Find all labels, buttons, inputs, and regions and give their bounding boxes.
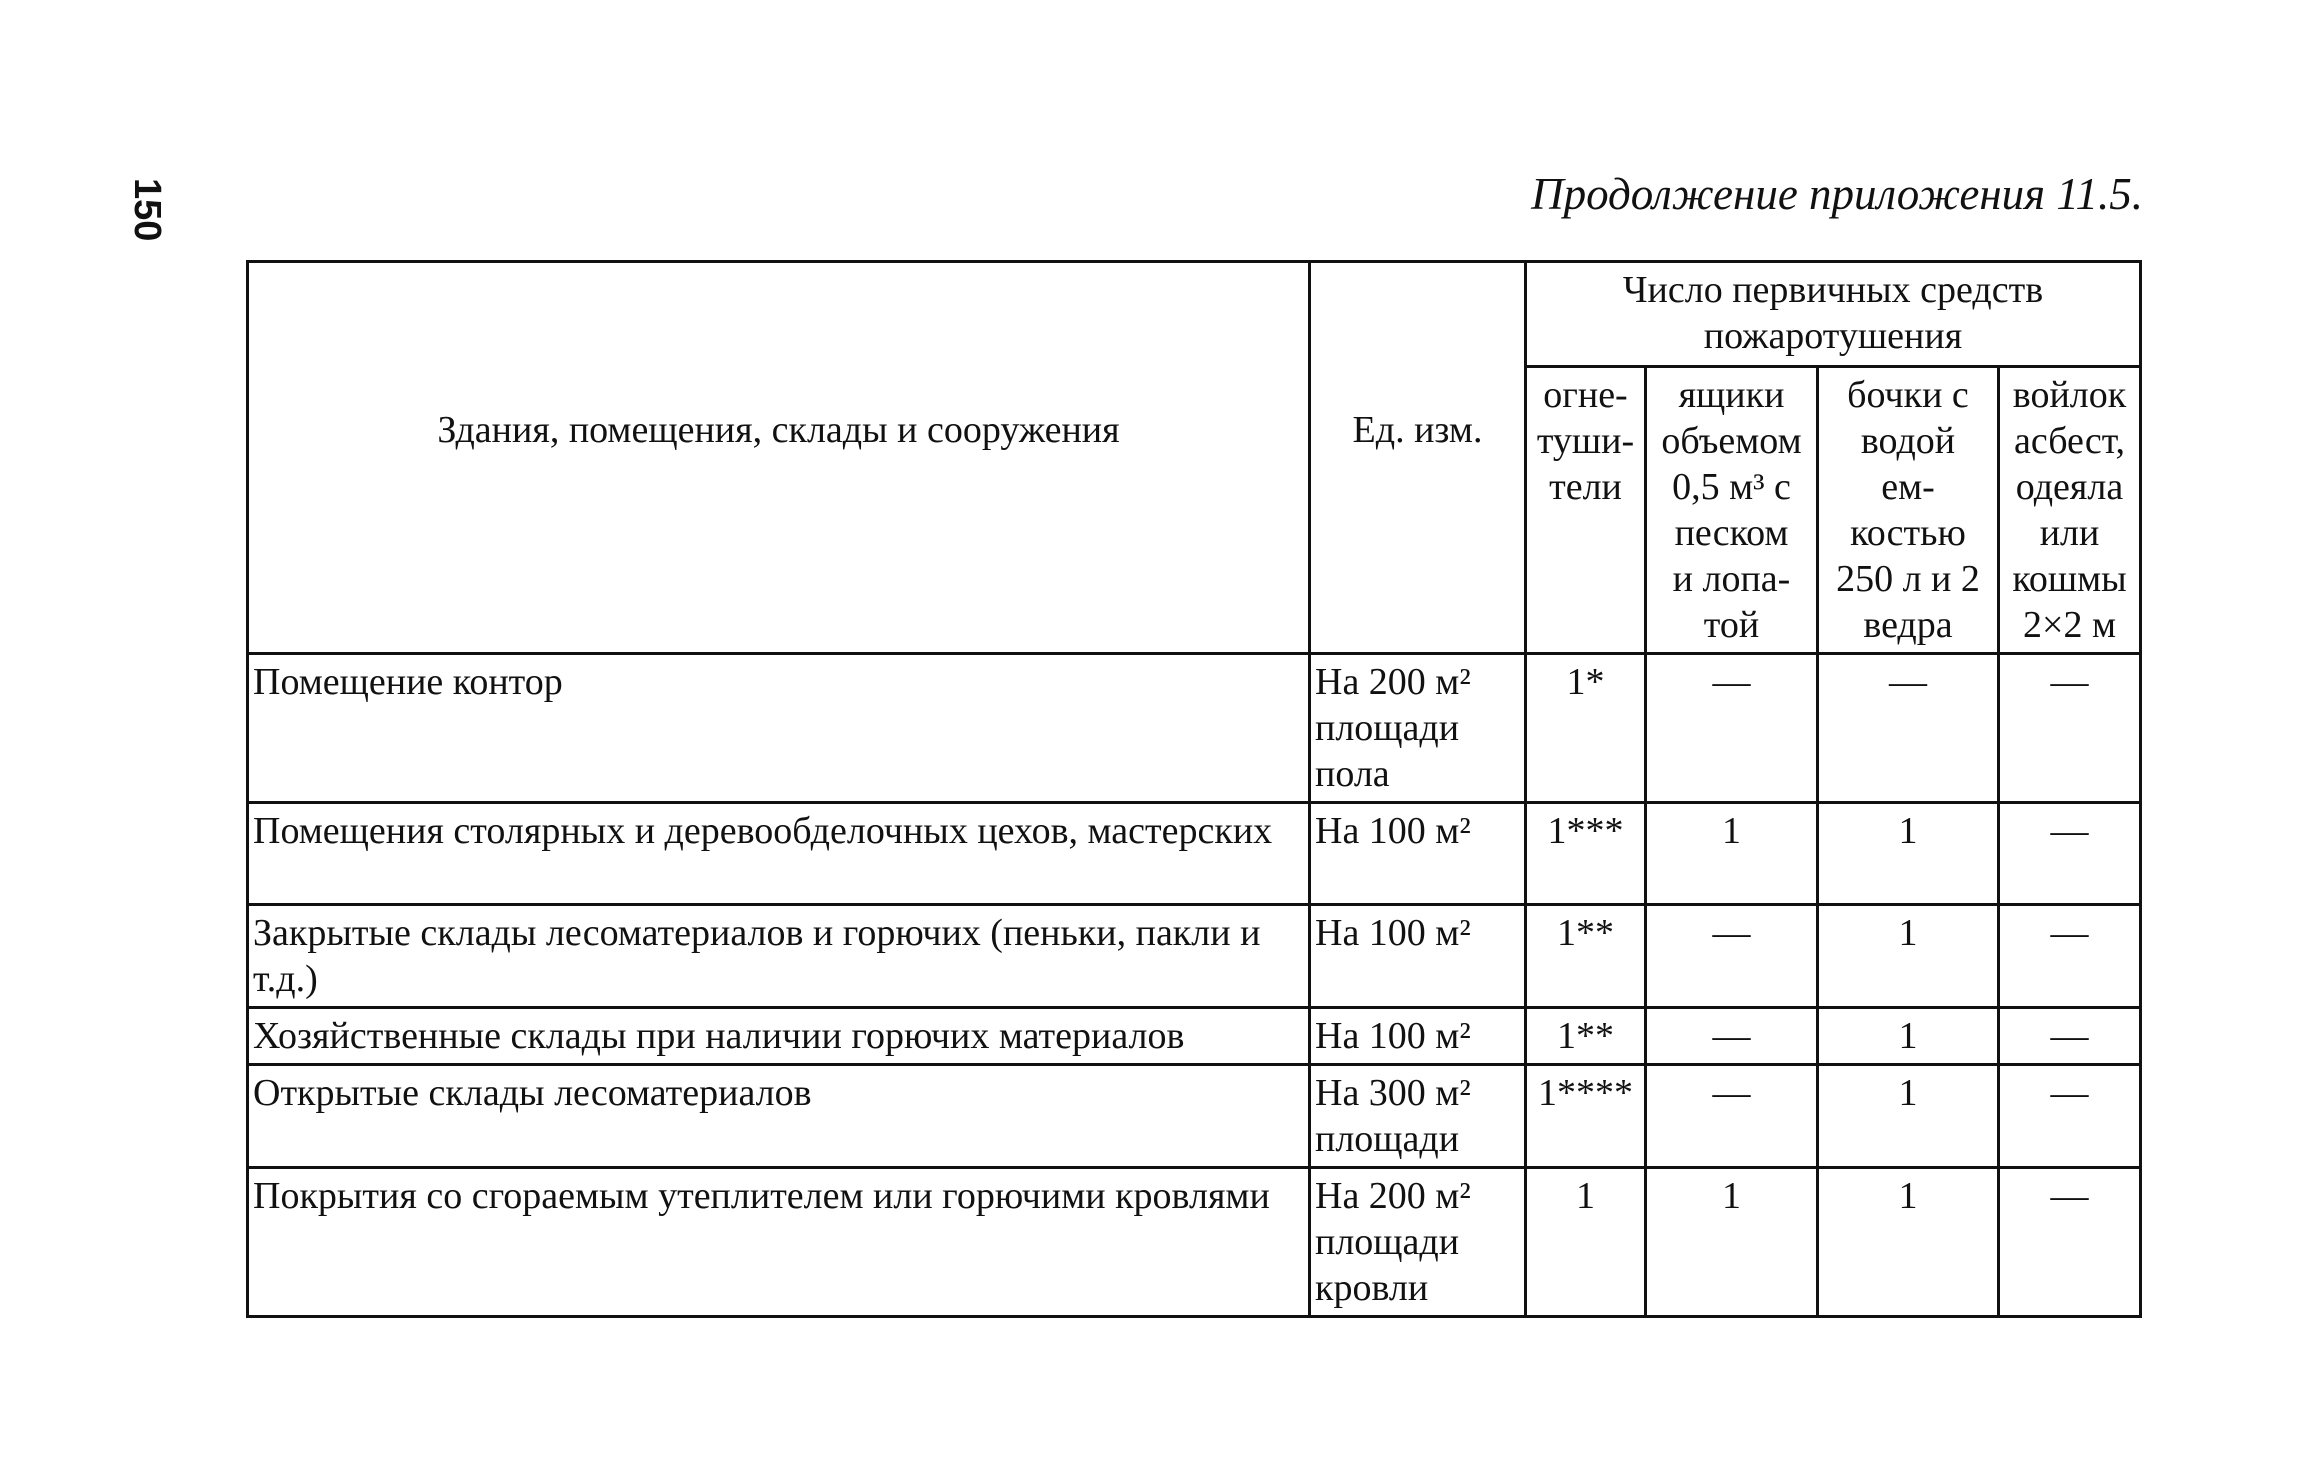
row-value: — — [1999, 654, 2141, 803]
row-value: 1**** — [1526, 1065, 1646, 1168]
table-row — [248, 654, 2141, 803]
header-line: 250 л и 2 — [1836, 558, 1980, 600]
header-line: объемом — [1661, 420, 1802, 462]
row-value: — — [1646, 654, 1818, 803]
header-line: той — [1703, 604, 1760, 646]
row-unit: На 100 м² — [1310, 1008, 1526, 1065]
header-line: ем- — [1881, 466, 1935, 508]
header-line: тели — [1549, 466, 1622, 508]
header-line: и лопа- — [1672, 558, 1791, 600]
header-line: костью — [1850, 512, 1966, 554]
row-name: Хозяйственные склады при наличии горючих материалов — [248, 1008, 1310, 1065]
header-line: ведра — [1863, 604, 1953, 646]
row-value: 1 — [1818, 1008, 1999, 1065]
row-unit: На 100 м² — [1310, 803, 1526, 905]
row-value: 1 — [1646, 803, 1818, 905]
header-line: ящики — [1678, 374, 1785, 416]
row-value: — — [1646, 905, 1818, 1008]
row-unit: На 100 м² — [1310, 905, 1526, 1008]
header-line: 0,5 м³ с — [1672, 466, 1791, 508]
header-line: водой — [1860, 420, 1956, 462]
row-value: — — [1999, 1168, 2141, 1317]
header-felt-blankets — [1999, 367, 2141, 654]
row-name: Покрытия со сгораемым утеплителем или горючими кровлями — [248, 1168, 1310, 1317]
header-extinguishers — [1526, 367, 1646, 654]
row-value: — — [1646, 1065, 1818, 1168]
row-value: 1 — [1818, 803, 1999, 905]
row-value: 1* — [1526, 654, 1646, 803]
header-group: Число первичных средств пожаротушения — [1526, 262, 2141, 367]
header-line: или — [2039, 512, 2100, 554]
row-value: 1 — [1818, 1168, 1999, 1317]
row-name: Открытые склады лесоматериалов — [248, 1065, 1310, 1168]
page-number: 150 — [126, 178, 168, 242]
header-line: войлок — [2012, 374, 2127, 416]
row-value: — — [1646, 1008, 1818, 1065]
header-line: асбест, — [2014, 420, 2125, 462]
header-water-barrels — [1818, 367, 1999, 654]
row-value: — — [1999, 905, 2141, 1008]
header-buildings: Здания, помещения, склады и сооружения — [248, 262, 1310, 654]
row-value: 1** — [1526, 905, 1646, 1008]
row-value: — — [1999, 1065, 2141, 1168]
header-line: бочки с — [1847, 374, 1969, 416]
header-line: туши- — [1536, 420, 1635, 462]
row-name: Закрытые склады лесоматериалов и горючих (пеньки, пакли и т.д.) — [248, 905, 1310, 1008]
header-unit: Ед. изм. — [1310, 262, 1526, 654]
continuation-title: Продолжение приложения 11.5. — [1531, 169, 2143, 219]
table-row — [248, 803, 2141, 905]
header-line: песком — [1674, 512, 1789, 554]
row-unit: На 200 м² площади кровли — [1310, 1168, 1526, 1317]
row-value: — — [1999, 1008, 2141, 1065]
header-line: 2×2 м — [2023, 604, 2116, 646]
header-line: кошмы — [2012, 558, 2127, 600]
row-unit: На 300 м² площади — [1310, 1065, 1526, 1168]
fire-equipment-table — [246, 260, 2142, 1318]
row-value: 1 — [1818, 1065, 1999, 1168]
table-row — [248, 905, 2141, 1008]
table-row — [248, 1065, 2141, 1168]
row-unit: На 200 м² площади пола — [1310, 654, 1526, 803]
row-value: 1 — [1818, 905, 1999, 1008]
table-row — [248, 1008, 2141, 1065]
row-name: Помещение контор — [248, 654, 1310, 803]
row-value: 1 — [1526, 1168, 1646, 1317]
header-line: огне- — [1543, 374, 1628, 416]
row-name: Помещения столярных и деревообделочных цехов, мастерских — [248, 803, 1310, 905]
row-value: 1*** — [1526, 803, 1646, 905]
row-value: — — [1999, 803, 2141, 905]
row-value: — — [1818, 654, 1999, 803]
row-value: 1** — [1526, 1008, 1646, 1065]
header-sand-boxes — [1646, 367, 1818, 654]
header-line: одеяла — [2015, 466, 2124, 508]
row-value: 1 — [1646, 1168, 1818, 1317]
table-row — [248, 1168, 2141, 1317]
